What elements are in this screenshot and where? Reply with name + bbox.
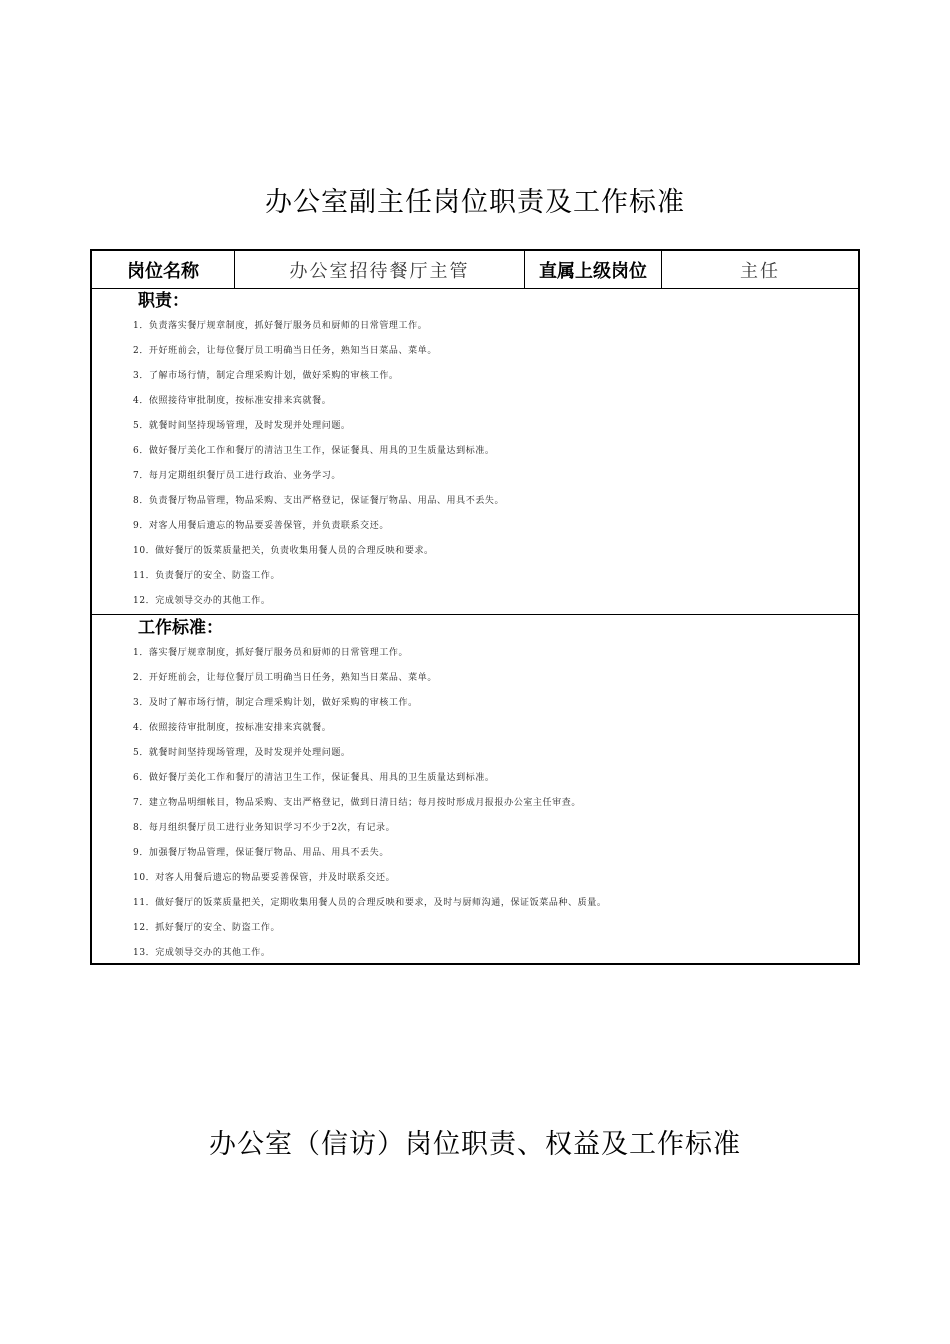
standards-heading: 工作标准： <box>138 618 223 638</box>
list-item: 2．开好班前会，让每位餐厅员工明确当日任务，熟知当日菜品、菜单。 <box>133 673 437 683</box>
next-page-title: 办公室（信访）岗位职责、权益及工作标准 <box>209 1129 741 1160</box>
superior-position-value: 主任 <box>740 260 780 282</box>
list-item: 7．每月定期组织餐厅员工进行政治、业务学习。 <box>133 471 341 481</box>
list-item: 3．及时了解市场行情，制定合理采购计划，做好采购的审核工作。 <box>133 698 418 708</box>
job-description-table <box>90 249 860 965</box>
list-item: 13．完成领导交办的其他工作。 <box>133 948 271 958</box>
list-item: 1．落实餐厅规章制度，抓好餐厅服务员和厨师的日常管理工作。 <box>133 648 409 658</box>
list-item: 11．负责餐厅的安全、防盗工作。 <box>133 571 281 581</box>
list-item: 6．做好餐厅美化工作和餐厅的清洁卫生工作，保证餐具、用具的卫生质量达到标准。 <box>133 773 495 783</box>
list-item: 9．对客人用餐后遗忘的物品要妥善保管，并负责联系交还。 <box>133 521 389 531</box>
list-item: 5．就餐时间坚持现场管理，及时发现并处理问题。 <box>133 748 351 758</box>
list-item: 4．依照接待审批制度，按标准安排来宾就餐。 <box>133 723 332 733</box>
list-item: 6．做好餐厅美化工作和餐厅的清洁卫生工作，保证餐具、用具的卫生质量达到标准。 <box>133 446 495 456</box>
list-item: 9．加强餐厅物品管理，保证餐厅物品、用品、用具不丢失。 <box>133 848 389 858</box>
standards-list <box>92 641 858 966</box>
list-item: 4．依照接待审批制度，按标准安排来宾就餐。 <box>133 396 332 406</box>
duties-list <box>92 314 858 614</box>
list-item: 7．建立物品明细帐目，物品采购、支出严格登记，做到日清日结；每月按时形成月报报办公室主任审查。 <box>133 798 581 808</box>
list-item: 12．抓好餐厅的安全、防盗工作。 <box>133 923 281 933</box>
position-name-value: 办公室招待餐厅主管 <box>235 251 525 288</box>
table-header-row <box>92 251 858 289</box>
list-item: 5．就餐时间坚持现场管理，及时发现并处理问题。 <box>133 421 351 431</box>
page-title: 办公室副主任岗位职责及工作标准 <box>265 187 685 218</box>
duties-heading: 职责： <box>138 291 189 311</box>
list-item: 1．负责落实餐厅规章制度，抓好餐厅服务员和厨师的日常管理工作。 <box>133 321 428 331</box>
list-item: 8．负责餐厅物品管理，物品采购、支出严格登记，保证餐厅物品、用品、用具不丢失。 <box>133 496 505 506</box>
list-item: 10．做好餐厅的饭菜质量把关，负责收集用餐人员的合理反映和要求。 <box>133 546 434 556</box>
list-item: 10．对客人用餐后遗忘的物品要妥善保管，并及时联系交还。 <box>133 873 396 883</box>
list-item: 2．开好班前会，让每位餐厅员工明确当日任务，熟知当日菜品、菜单。 <box>133 346 437 356</box>
list-item: 8．每月组织餐厅员工进行业务知识学习不少于2次，有记录。 <box>133 823 396 833</box>
position-name-label: 岗位名称 <box>92 251 235 288</box>
standards-section <box>92 615 858 963</box>
list-item: 3．了解市场行情，制定合理采购计划，做好采购的审核工作。 <box>133 371 399 381</box>
duties-section <box>92 289 858 615</box>
list-item: 11．做好餐厅的饭菜质量把关，定期收集用餐人员的合理反映和要求，及时与厨师沟通，保证饭菜品种、质量。 <box>133 898 607 908</box>
list-item: 12．完成领导交办的其他工作。 <box>133 596 271 606</box>
superior-position-label: 直属上级岗位 <box>525 251 662 288</box>
